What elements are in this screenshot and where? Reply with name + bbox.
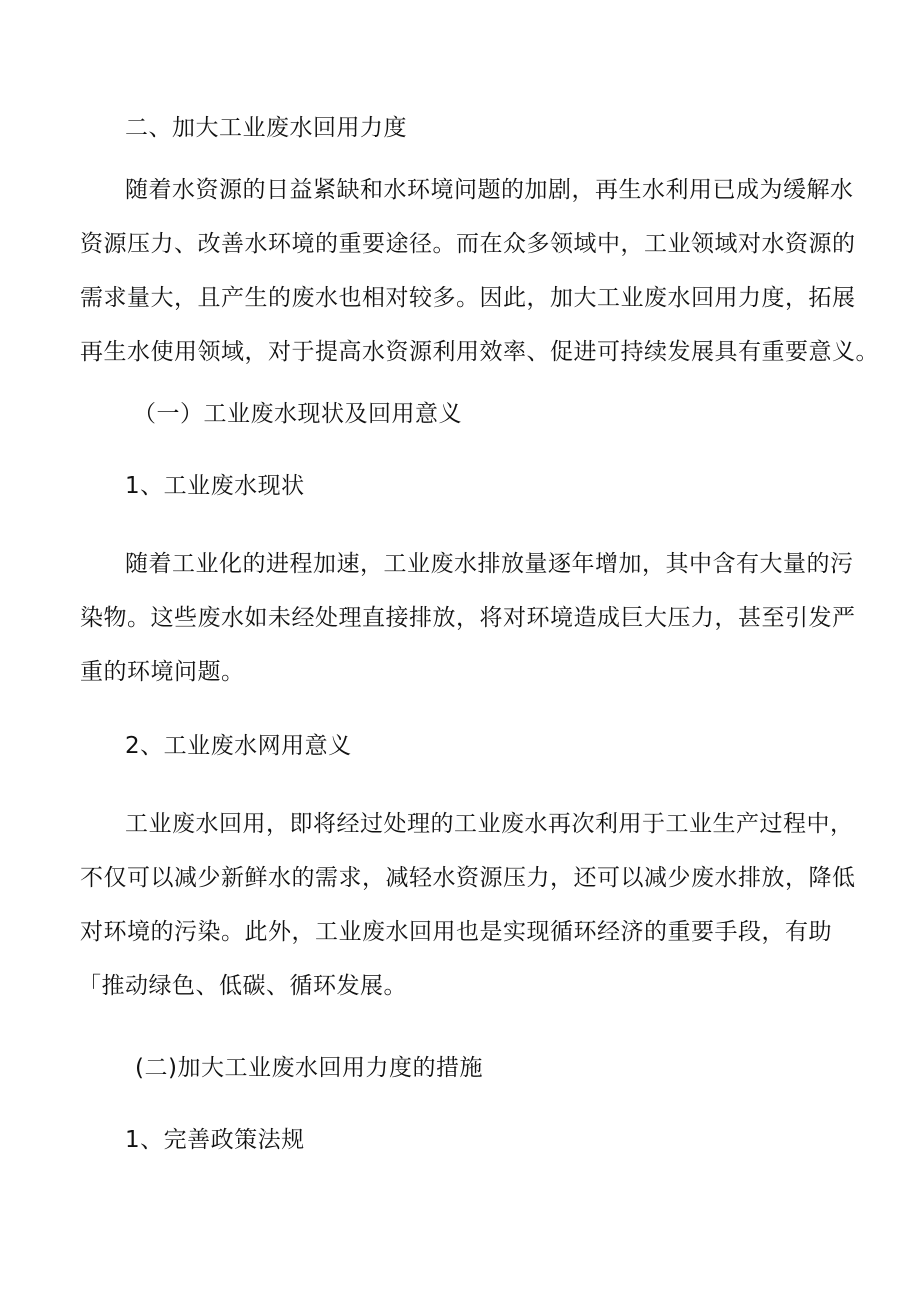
paragraph-line: 需求量大，且产生的废水也相对较多。因此，加大工业废水回用力度，拓展 [80,285,856,311]
subsection-heading: 1、完善政策法规 [125,1127,305,1153]
paragraph-line: 工业废水回用，即将经过处理的工业废水再次利用于工业生产过程中， [125,811,854,837]
section-heading: （一）工业废水现状及回用意义 [133,401,462,427]
paragraph-line: 「推动绿色、低碳、循环发展。 [78,973,407,999]
paragraph-line: 随着水资源的日益紧缺和水环境问题的加剧，再生水利用已成为缓解水 [125,177,854,203]
paragraph-line: 资源压力、改善水环境的重要途径。而在众多领域中，工业领域对水资源的 [80,231,856,257]
paragraph-line: 随着工业化的进程加速，工业废水排放量逐年增加，其中含有大量的污 [125,551,854,577]
paragraph-line: 染物。这些废水如未经处理直接排放，将对环境造成巨大压力，甚至引发严 [80,605,856,631]
paragraph-line: 不仅可以减少新鲜水的需求，减轻水资源压力，还可以减少废水排放，降低 [80,865,856,891]
paragraph-line: 对环境的污染。此外，工业废水回用也是实现循环经济的重要手段，有助 [80,919,832,945]
section-heading: (二)加大工业废水回用力度的措施 [135,1055,483,1081]
subsection-heading: 2、工业废水网用意义 [125,733,352,759]
subsection-heading: 1、工业废水现状 [125,473,305,499]
paragraph-line: 重的环境问题。 [80,659,245,685]
paragraph-line: 再生水使用领域，对于提高水资源利用效率、促进可持续发展具有重要意义。 [80,339,879,365]
main-heading: 二、加大工业废水回用力度 [125,115,407,141]
